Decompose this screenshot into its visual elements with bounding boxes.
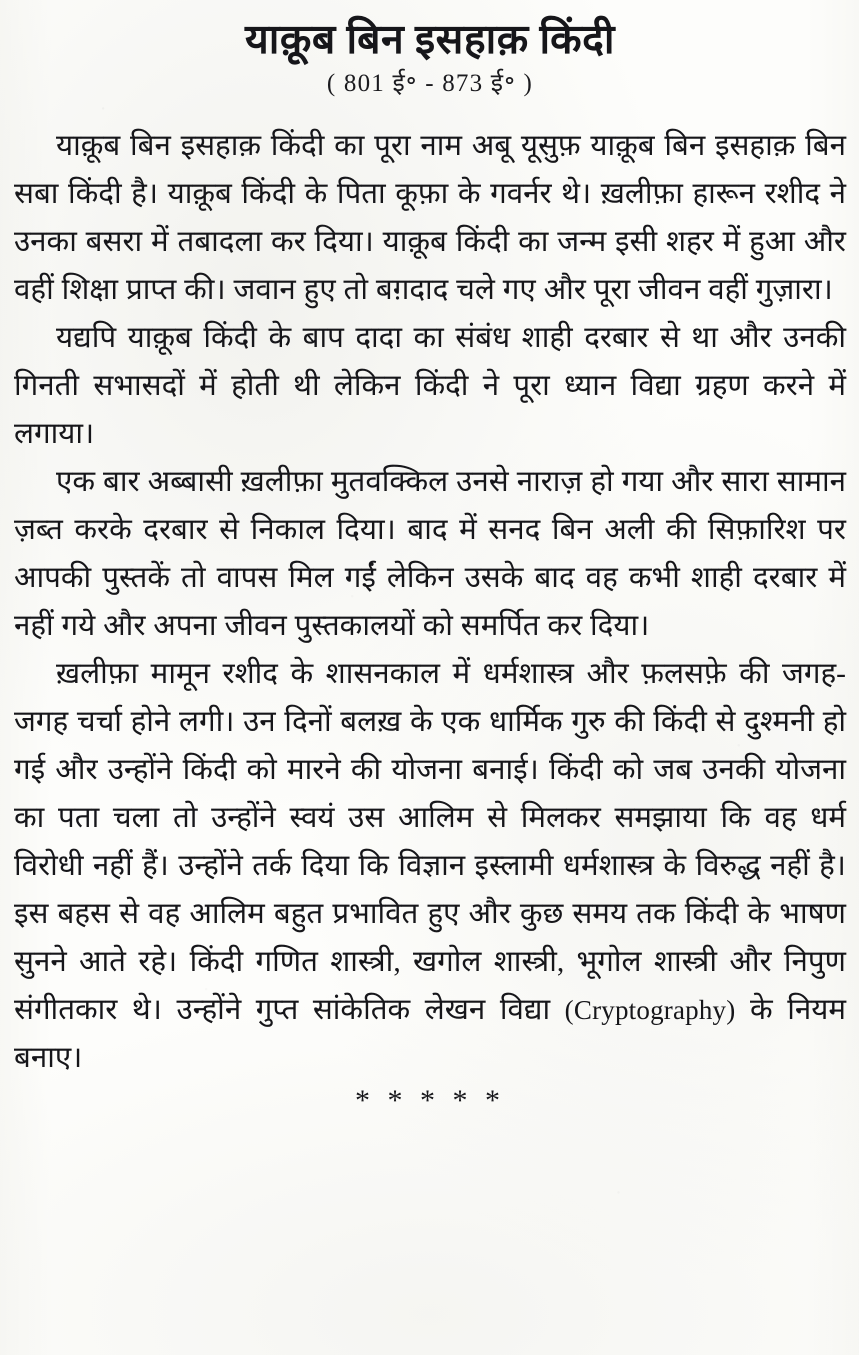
- title-date-range: ( 801 ई॰ - 873 ई॰ ): [326, 70, 534, 98]
- cryptography-term: (Cryptography): [564, 995, 736, 1026]
- page-title: याक़ूब बिन इसहाक़ किंदी: [244, 16, 616, 62]
- body-paragraph: [14, 650, 846, 1082]
- paragraph-text-before-term: ख़लीफ़ा मामून रशीद के शासनकाल में धर्मशास्त्र और फ़लसफ़े की जगह-जगह चर्चा होने लगी। उन दिनों बलख़ के एक धार्मिक गुरु की किंदी से दुश्मनी हो गई और उन्होंने किंदी को मारने की योजना बनाई। किंदी को जब उनकी योजना का पता चला तो उन्होंने स्वयं उस आलिम से मिलकर समझाया कि वह धर्म विरोधी नहीं हैं। उन्होंने तर्क दिया कि विज्ञान इस्लामी धर्मशास्त्र के विरुद्ध नहीं है। इस बहस से वह आलिम बहुत प्रभावित हुए और कुछ समय तक किंदी के भाषण सुनने आते रहे। किंदी गणित शास्त्री, खगोल शास्त्री, भूगोल शास्त्री और निपुण संगीतकार थे। उन्होंने गुप्त सांकेतिक लेखन विद्या: [14, 658, 846, 1027]
- body-paragraph: यद्यपि याक़ूब किंदी के बाप दादा का संबंध शाही दरबार से था और उनकी गिनती सभासदों में होती थी लेकिन किंदी ने पूरा ध्यान विद्या ग्रहण करने में लगाया।: [14, 322, 846, 451]
- paragraph-text-after-term: के नियम बनाए।: [14, 994, 846, 1075]
- body-paragraph: एक बार अब्बासी ख़लीफ़ा मुतवक्किल उनसे नाराज़ हो गया और सारा सामान ज़ब्त करके दरबार से निकाल दिया। बाद में सनद बिन अली की सिफ़ारिश पर आपकी पुस्तकें तो वापस मिल गईं लेकिन उसके बाद वह कभी शाही दरबार में नहीं गये और अपना जीवन पुस्तकालयों को समर्पित कर दिया।: [14, 466, 846, 643]
- footer-ornament: * * * * *: [355, 1084, 505, 1118]
- document-body: [14, 122, 846, 1082]
- body-paragraph: याक़ूब बिन इसहाक़ किंदी का पूरा नाम अबू यूसुफ़ याक़ूब बिन इसहाक़ बिन सबा किंदी है। याक़ूब किंदी के पिता कूफ़ा के गवर्नर थे। ख़लीफ़ा हारून रशीद ने उनका बसरा में तबादला कर दिया। याक़ूब किंदी का जन्म इसी शहर में हुआ और वहीं शिक्षा प्राप्त की। जवान हुए तो बग़दाद चले गए और पूरा जीवन वहीं गुज़ारा।: [14, 130, 846, 307]
